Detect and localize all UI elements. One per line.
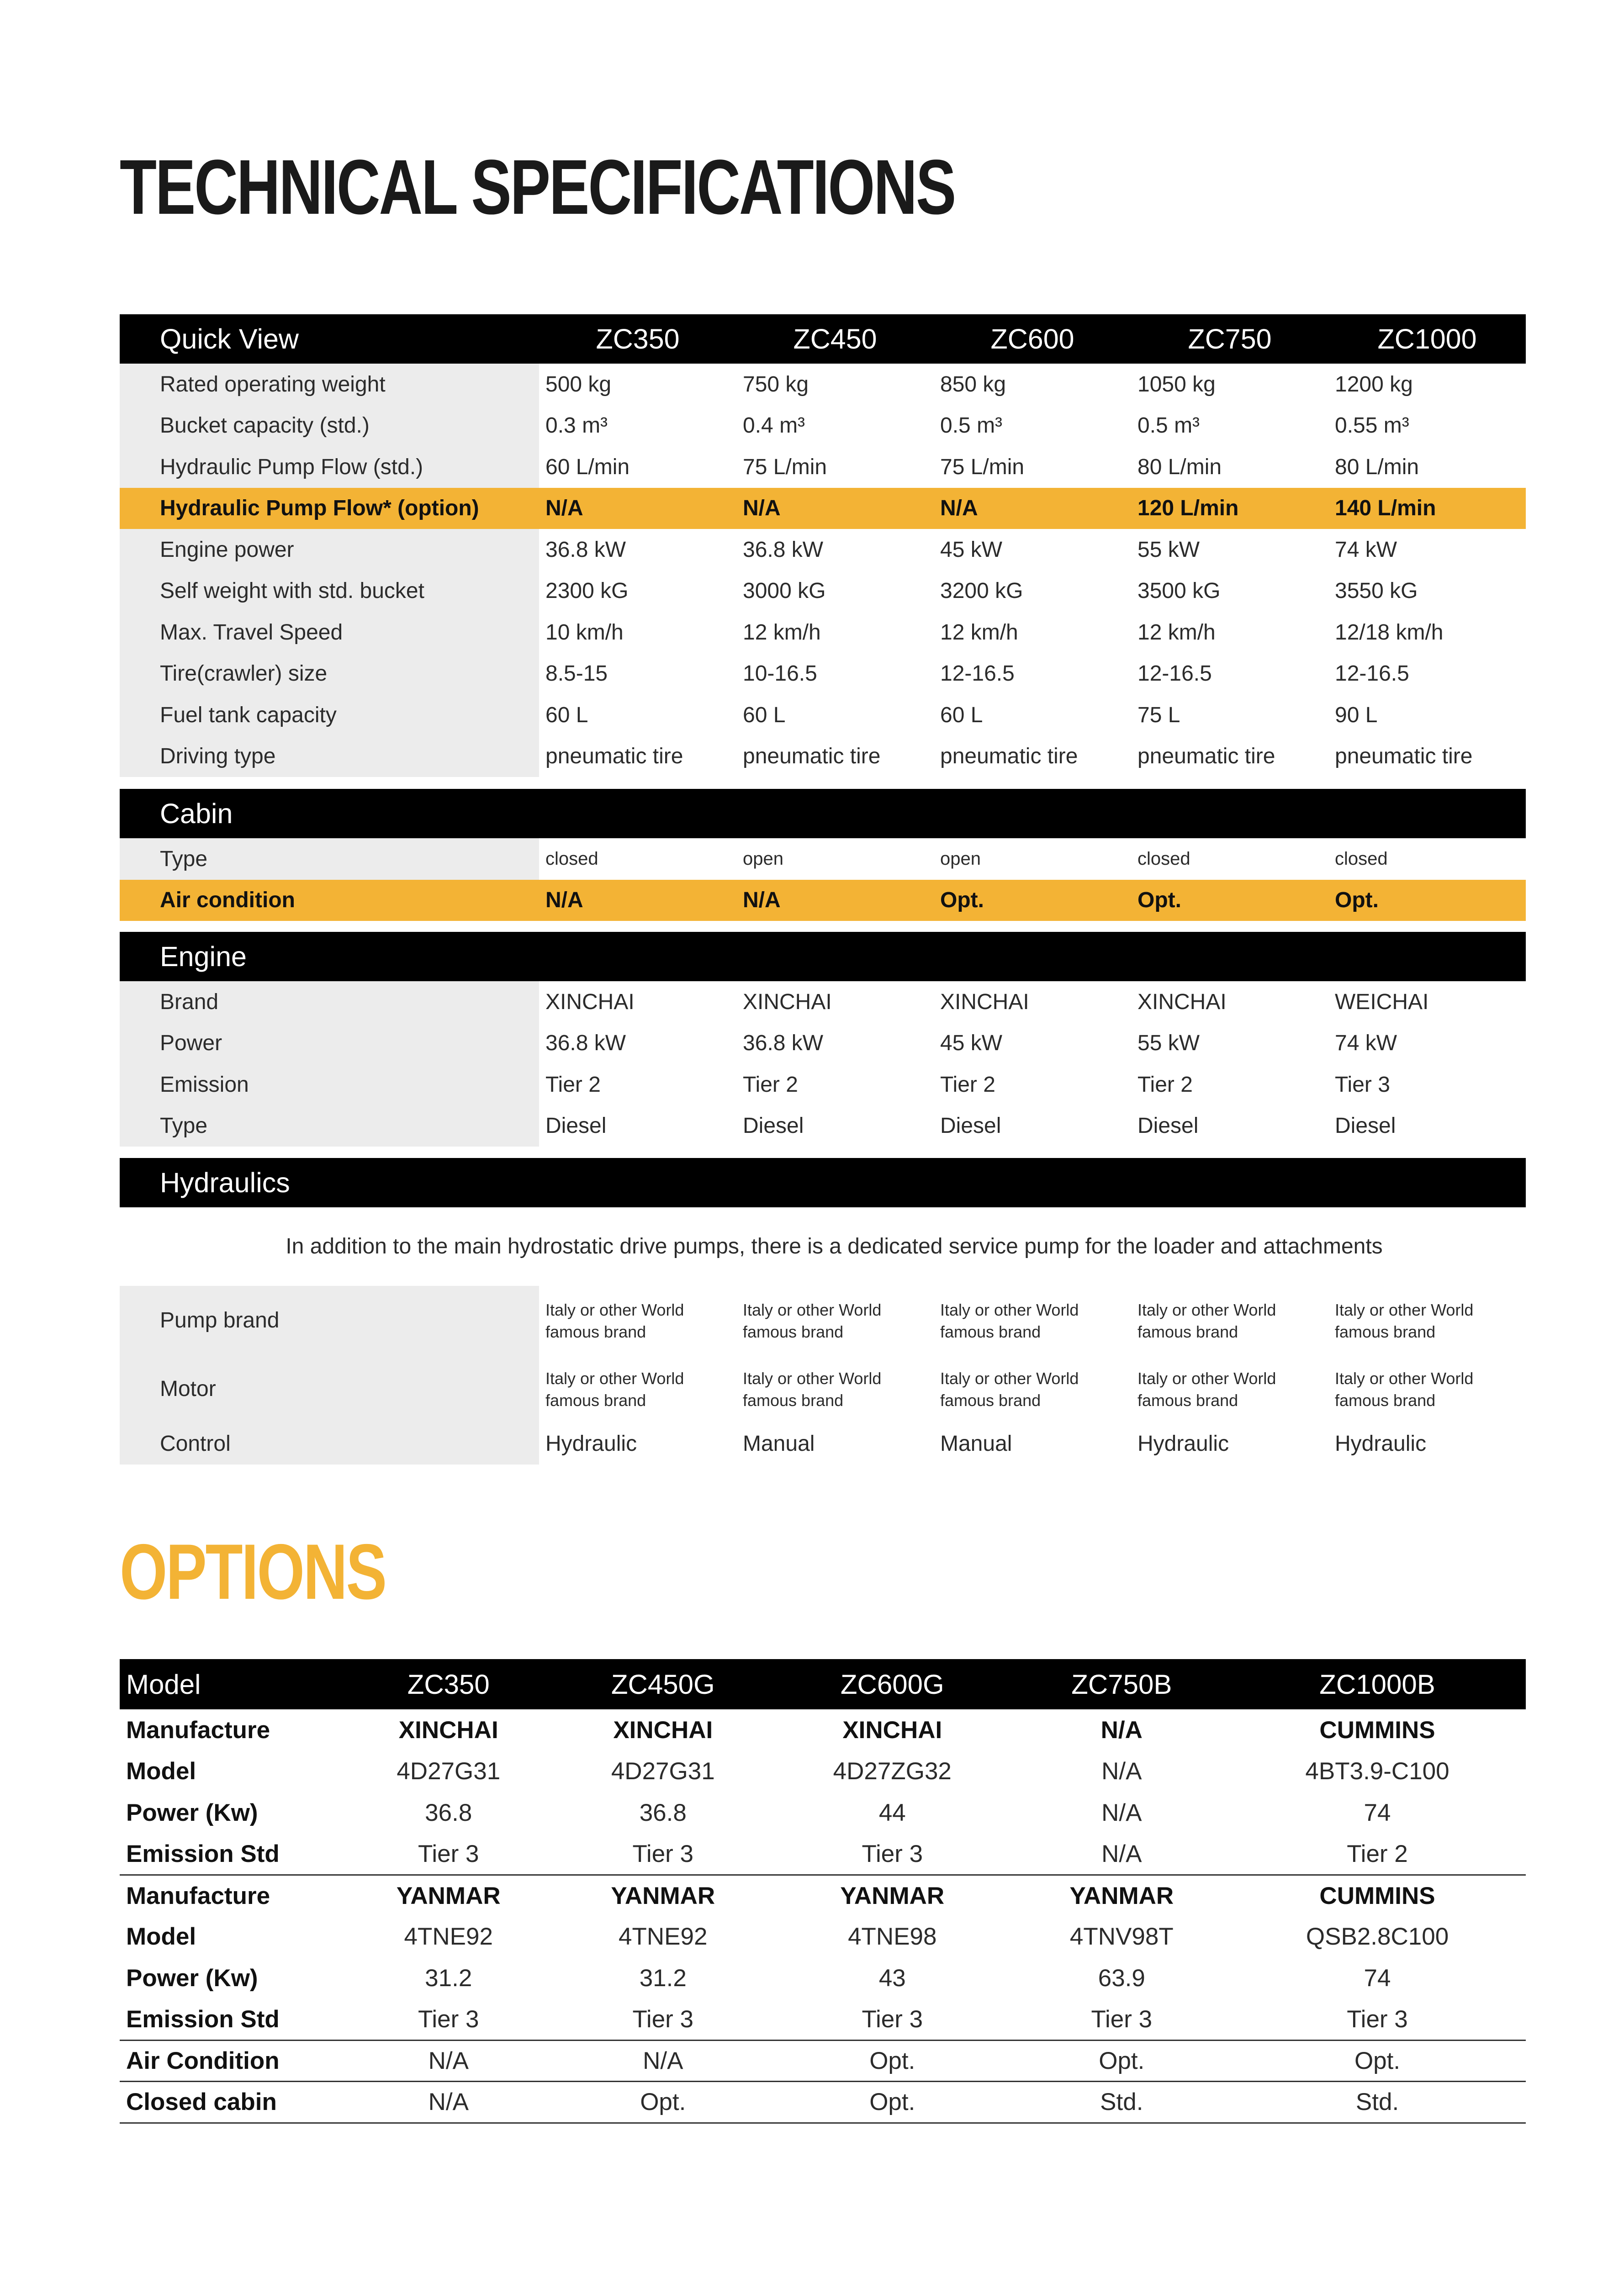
options-variant-header: ZC350 <box>341 1659 556 1709</box>
spec-value: 10 km/h <box>545 620 624 645</box>
options-value: QSB2.8C100 <box>1306 1923 1449 1951</box>
spec-value: 0.3 m³ <box>545 413 608 438</box>
spec-value: Italy or other World famous brand <box>940 1369 1079 1410</box>
spec-value: Tier 2 <box>545 1072 601 1097</box>
engine-header <box>120 932 1526 981</box>
spec-value: 140 L/min <box>1335 496 1436 521</box>
options-title: OPTIONS <box>120 1528 386 1616</box>
spec-value: closed <box>1137 848 1190 869</box>
options-row <box>120 1999 1526 2041</box>
spec-value: 120 L/min <box>1137 496 1239 521</box>
options-row-label: Power (Kw) <box>126 1964 258 1992</box>
options-value: Std. <box>1015 2082 1229 2123</box>
spec-value: 55 kW <box>1137 1031 1200 1056</box>
spec-value: pneumatic tire <box>1335 744 1473 769</box>
spec-value: 80 L/min <box>1137 455 1222 479</box>
spec-value: closed <box>545 848 598 869</box>
spec-value: pneumatic tire <box>743 744 881 769</box>
options-value: N/A <box>341 2040 556 2082</box>
options-header-row <box>120 1659 1526 1709</box>
spec-row <box>120 364 1526 405</box>
options-row-label: Manufacture <box>126 1716 270 1744</box>
spec-value: 60 L <box>940 703 983 727</box>
spec-row-label: Air condition <box>120 888 539 913</box>
spec-value: XINCHAI <box>545 989 635 1014</box>
options-value: Tier 3 <box>556 1834 771 1875</box>
spec-value: 12-16.5 <box>1137 661 1212 686</box>
spec-value: XINCHAI <box>743 989 832 1014</box>
spec-value: Hydraulic <box>1137 1431 1229 1456</box>
model-header: ZC350 <box>596 323 680 354</box>
hydraulics-header <box>120 1158 1526 1207</box>
engine-rows <box>120 981 1526 1147</box>
spec-row-label: Tire(crawler) size <box>160 661 328 686</box>
spec-value: 60 L <box>743 703 786 727</box>
hydraulics-note: In addition to the main hydrostatic drive pumps, there is a dedicated service pump for the loader and attachments <box>286 1234 1383 1258</box>
options-value: 31.2 <box>425 1964 472 1992</box>
spec-value: N/A <box>743 496 781 521</box>
options-body <box>120 1709 1526 2123</box>
options-row-label: Emission Std <box>120 1834 341 1875</box>
options-value: N/A <box>556 2040 771 2082</box>
options-value: Opt. <box>1015 2040 1229 2082</box>
spec-value: 12/18 km/h <box>1335 620 1444 645</box>
options-value: 31.2 <box>639 1964 687 1992</box>
spec-row-label: Brand <box>160 989 219 1014</box>
spec-value: 12 km/h <box>940 620 1018 645</box>
quick-view-rows <box>120 364 1526 777</box>
spec-row <box>120 1286 1526 1354</box>
spec-value: Opt. <box>940 888 984 913</box>
options-value: Opt. <box>770 2082 1015 2123</box>
spec-row <box>120 736 1526 777</box>
section-label: Quick View <box>160 323 299 354</box>
spec-value: Diesel <box>743 1114 804 1138</box>
spec-value: XINCHAI <box>1137 989 1227 1014</box>
section-label: Engine <box>160 941 247 972</box>
options-value: Tier 3 <box>770 1999 1015 2041</box>
options-value: Tier 3 <box>341 1999 556 2041</box>
spec-value: 75 L/min <box>743 455 827 479</box>
options-value: 44 <box>878 1799 906 1826</box>
options-row-label: Air Condition <box>120 2040 341 2082</box>
spec-row-label: Type <box>160 1114 208 1138</box>
spec-row <box>120 1064 1526 1105</box>
spec-value: 12 km/h <box>743 620 821 645</box>
spec-value: WEICHAI <box>1335 989 1429 1014</box>
spec-row-label: Motor <box>160 1376 216 1401</box>
spec-value: 45 kW <box>940 1031 1003 1056</box>
options-row-label: Manufacture <box>126 1882 270 1909</box>
spec-value: Italy or other World famous brand <box>940 1301 1079 1341</box>
spec-value: Tier 2 <box>1137 1072 1193 1097</box>
options-table <box>120 1659 1526 2124</box>
model-header: ZC750 <box>1188 323 1272 354</box>
options-variant-header: ZC1000B <box>1229 1659 1526 1709</box>
spec-value: closed <box>1335 848 1388 869</box>
spec-value: 60 L/min <box>545 455 630 479</box>
spec-value: 0.55 m³ <box>1335 413 1409 438</box>
options-value: 4TNE92 <box>619 1923 708 1951</box>
options-value: N/A <box>1015 1834 1229 1875</box>
options-value: 43 <box>878 1964 906 1992</box>
spec-value: 12-16.5 <box>1335 661 1409 686</box>
spec-value: Italy or other World famous brand <box>1335 1369 1474 1410</box>
spec-value: 0.5 m³ <box>1137 413 1200 438</box>
options-row <box>120 2040 1526 2082</box>
spec-row <box>120 838 1526 880</box>
spec-value: 12-16.5 <box>940 661 1015 686</box>
options-value: Tier 3 <box>1229 1999 1526 2041</box>
options-value: Tier 3 <box>770 1834 1015 1875</box>
spec-row <box>120 1023 1526 1064</box>
spec-value: 1200 kg <box>1335 372 1413 397</box>
spec-value: XINCHAI <box>940 989 1029 1014</box>
model-header: ZC1000 <box>1377 323 1477 354</box>
spec-value: pneumatic tire <box>940 744 1078 769</box>
spec-value: 36.8 kW <box>545 1031 626 1056</box>
options-value: Opt. <box>1229 2040 1526 2082</box>
hydraulics-section <box>120 1158 1526 1465</box>
options-value: Tier 3 <box>556 1999 771 2041</box>
spec-value: 3550 kG <box>1335 579 1418 603</box>
engine-section <box>120 932 1526 1147</box>
options-value: CUMMINS <box>1319 1882 1435 1909</box>
model-header: ZC600 <box>990 323 1074 354</box>
spec-row <box>120 981 1526 1023</box>
hydraulics-rows <box>120 1286 1526 1465</box>
spec-row-label: Bucket capacity (std.) <box>160 413 370 438</box>
options-value: Tier 3 <box>341 1834 556 1875</box>
spec-value: 0.4 m³ <box>743 413 805 438</box>
options-row-label: Closed cabin <box>120 2082 341 2123</box>
options-row-label: Model <box>126 1923 196 1951</box>
options-row-label: Emission Std <box>120 1999 341 2041</box>
options-value: YANMAR <box>396 1882 501 1909</box>
cabin-header <box>120 789 1526 838</box>
spec-row <box>120 694 1526 736</box>
spec-row-label: Self weight with std. bucket <box>160 579 424 603</box>
options-value: N/A <box>1101 1799 1142 1826</box>
options-variant-header: ZC600G <box>770 1659 1015 1709</box>
spec-row-label: Hydraulic Pump Flow* (option) <box>120 496 539 521</box>
options-value: Opt. <box>556 2082 771 2123</box>
spec-value: Diesel <box>1335 1114 1396 1138</box>
options-row <box>120 2082 1526 2123</box>
options-value: XINCHAI <box>613 1716 713 1744</box>
options-value: XINCHAI <box>398 1716 498 1744</box>
options-row <box>120 1834 1526 1875</box>
spec-row <box>120 1423 1526 1465</box>
options-value: Std. <box>1229 2082 1526 2123</box>
spec-row-label: Max. Travel Speed <box>160 620 343 645</box>
cabin-rows <box>120 838 1526 921</box>
options-variant-header: ZC750B <box>1015 1659 1229 1709</box>
page-title: TECHNICAL SPECIFICATIONS <box>120 144 955 231</box>
spec-value: Tier 2 <box>940 1072 995 1097</box>
options-row <box>120 1709 1526 1751</box>
spec-value: Italy or other World famous brand <box>743 1301 882 1341</box>
spec-value: 850 kg <box>940 372 1006 397</box>
options-row <box>120 1875 1526 1916</box>
options-value: 4D27G31 <box>611 1758 715 1785</box>
spec-value: N/A <box>545 888 583 913</box>
options-row-label: Model <box>126 1758 196 1785</box>
spec-value: Manual <box>940 1431 1012 1456</box>
options-value: 4BT3.9-C100 <box>1305 1758 1449 1785</box>
spec-value: Italy or other World famous brand <box>545 1301 684 1341</box>
spec-value: Diesel <box>545 1114 607 1138</box>
spec-value: 8.5-15 <box>545 661 608 686</box>
options-value: N/A <box>1100 1716 1143 1744</box>
options-value: 4D27ZG32 <box>833 1758 952 1785</box>
spec-row <box>120 405 1526 447</box>
spec-value: 0.5 m³ <box>940 413 1003 438</box>
spec-value: 36.8 kW <box>743 1031 824 1056</box>
spec-value: 500 kg <box>545 372 612 397</box>
spec-row-label: Rated operating weight <box>160 372 386 397</box>
spec-value: 74 kW <box>1335 537 1397 562</box>
spec-value: 90 L <box>1335 703 1378 727</box>
spec-value: Italy or other World famous brand <box>1335 1301 1474 1341</box>
spec-value: 12 km/h <box>1137 620 1216 645</box>
options-value: 36.8 <box>639 1799 687 1826</box>
options-value: 74 <box>1364 1964 1391 1992</box>
options-value: N/A <box>341 2082 556 2123</box>
options-row <box>120 1957 1526 1999</box>
options-value: XINCHAI <box>842 1716 942 1744</box>
quick-view-section <box>120 314 1526 777</box>
spec-row <box>120 880 1526 921</box>
options-value: 36.8 <box>425 1799 472 1826</box>
spec-row <box>120 653 1526 695</box>
spec-value: pneumatic tire <box>1137 744 1275 769</box>
spec-row <box>120 488 1526 529</box>
spec-value: Italy or other World famous brand <box>743 1369 882 1410</box>
spec-value: Opt. <box>1137 888 1181 913</box>
section-label: Hydraulics <box>160 1167 290 1198</box>
spec-value: Diesel <box>1137 1114 1199 1138</box>
spec-value: Italy or other World famous brand <box>1137 1301 1276 1341</box>
spec-value: 36.8 kW <box>743 537 824 562</box>
section-label: Cabin <box>160 798 233 829</box>
spec-value: Manual <box>743 1431 815 1456</box>
options-value: Tier 2 <box>1229 1834 1526 1875</box>
options-value: 4TNV98T <box>1069 1923 1174 1951</box>
spec-row <box>120 1105 1526 1147</box>
spec-value: 2300 kG <box>545 579 629 603</box>
spec-value: Hydraulic <box>545 1431 637 1456</box>
spec-value: 75 L <box>1137 703 1180 727</box>
options-value: YANMAR <box>840 1882 945 1909</box>
options-row <box>120 1751 1526 1792</box>
spec-value: Tier 3 <box>1335 1072 1390 1097</box>
options-value: CUMMINS <box>1319 1716 1435 1744</box>
spec-row-label: Driving type <box>160 744 276 769</box>
spec-value: 75 L/min <box>940 455 1025 479</box>
spec-row <box>120 529 1526 571</box>
spec-row <box>120 571 1526 612</box>
spec-value: N/A <box>545 496 583 521</box>
spec-value: 10-16.5 <box>743 661 817 686</box>
spec-row-label: Power <box>160 1031 222 1056</box>
options-value: 74 <box>1364 1799 1391 1826</box>
spec-value: 3200 kG <box>940 579 1023 603</box>
spec-value: 36.8 kW <box>545 537 626 562</box>
options-row <box>120 1916 1526 1958</box>
spec-row-label: Emission <box>160 1072 249 1097</box>
options-value: YANMAR <box>1069 1882 1174 1909</box>
model-header: ZC450 <box>793 323 877 354</box>
spec-value: 750 kg <box>743 372 809 397</box>
options-value: Tier 3 <box>1015 1999 1229 2041</box>
spec-value: 80 L/min <box>1335 455 1419 479</box>
options-value: YANMAR <box>611 1882 715 1909</box>
options-variant-header: ZC450G <box>556 1659 771 1709</box>
spec-value: 3500 kG <box>1137 579 1221 603</box>
options-row <box>120 1792 1526 1834</box>
spec-row-label: Engine power <box>160 537 294 562</box>
spec-value: Italy or other World famous brand <box>1137 1369 1276 1410</box>
spec-row <box>120 612 1526 653</box>
options-value: N/A <box>1101 1758 1142 1785</box>
spec-value: open <box>940 848 981 869</box>
options-value: 4TNE92 <box>404 1923 493 1951</box>
cabin-section <box>120 789 1526 921</box>
options-value: 4TNE98 <box>848 1923 937 1951</box>
options-value: 63.9 <box>1098 1964 1145 1992</box>
spec-value: 1050 kg <box>1137 372 1216 397</box>
spec-row-label: Fuel tank capacity <box>160 703 337 727</box>
spec-row-label: Hydraulic Pump Flow (std.) <box>160 455 423 479</box>
quick-view-header <box>120 314 1526 364</box>
spec-value: open <box>743 848 783 869</box>
spec-value: pneumatic tire <box>545 744 683 769</box>
spec-value: 55 kW <box>1137 537 1200 562</box>
spec-row <box>120 446 1526 488</box>
spec-row <box>120 1354 1526 1423</box>
spec-value: Diesel <box>940 1114 1001 1138</box>
spec-row-label: Pump brand <box>160 1308 280 1332</box>
options-row-label: Power (Kw) <box>126 1799 258 1826</box>
spec-value: N/A <box>940 496 978 521</box>
spec-value: Hydraulic <box>1335 1431 1427 1456</box>
spec-value: N/A <box>743 888 781 913</box>
spec-row-label: Type <box>160 846 208 871</box>
spec-value: 45 kW <box>940 537 1003 562</box>
options-model-header: Model <box>120 1659 341 1709</box>
spec-row-label: Control <box>160 1431 231 1456</box>
spec-value: Tier 2 <box>743 1072 798 1097</box>
options-value: 4D27G31 <box>397 1758 501 1785</box>
spec-value: 60 L <box>545 703 588 727</box>
spec-value: Italy or other World famous brand <box>545 1369 684 1410</box>
spec-value: 74 kW <box>1335 1031 1397 1056</box>
spec-value: Opt. <box>1335 888 1379 913</box>
spec-value: 3000 kG <box>743 579 826 603</box>
options-value: Opt. <box>770 2040 1015 2082</box>
